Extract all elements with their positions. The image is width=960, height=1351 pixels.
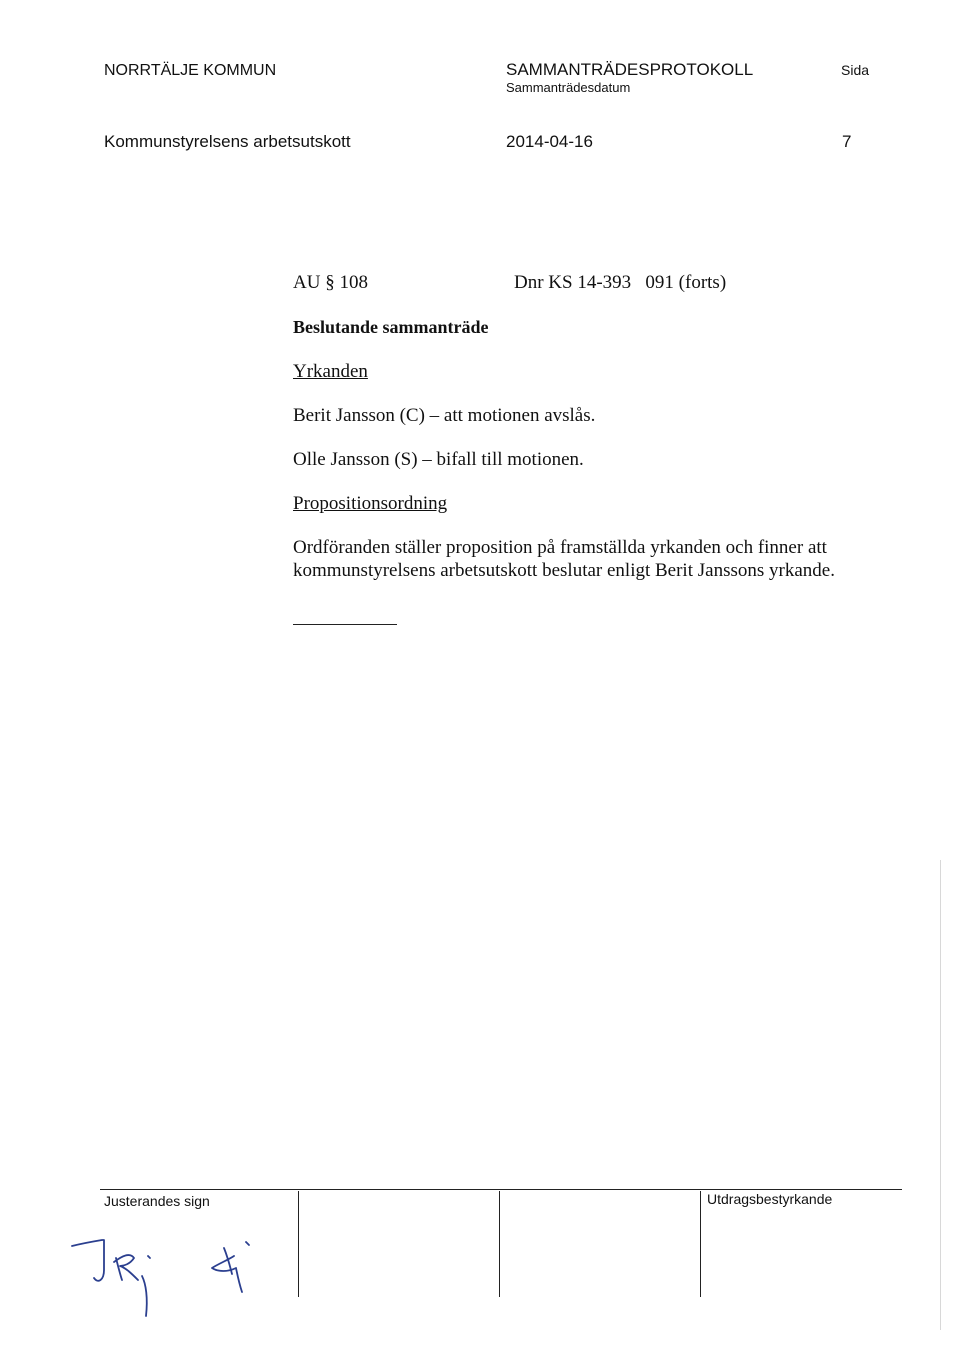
motion-item: Olle Jansson (S) – bifall till motionen.: [293, 449, 584, 470]
page-number: 7: [842, 132, 852, 151]
document-type: SAMMANTRÄDESPROTOKOLL: [506, 60, 754, 79]
justerandes-sign-label: Justerandes sign: [104, 1193, 210, 1209]
footer-divider: [700, 1191, 701, 1297]
section-end-rule: [293, 624, 397, 625]
footer-divider: [298, 1191, 299, 1297]
footer-divider: [499, 1191, 500, 1297]
meeting-date: 2014-04-16: [506, 132, 593, 151]
case-number: Dnr KS 14-393 091 (forts): [514, 272, 727, 293]
motion-item: Berit Jansson (C) – att motionen avslås.: [293, 405, 596, 426]
yrkanden-heading: Yrkanden: [293, 361, 368, 382]
page-label: Sida: [841, 62, 870, 78]
text-line: kommunstyrelsens arbetsutskott beslutar enligt Berit Janssons yrkande.: [293, 560, 835, 581]
paragraph-number: AU § 108: [293, 272, 368, 293]
section-heading: Beslutande sammanträde: [293, 317, 489, 337]
propositionsordning-text: [293, 536, 893, 582]
handwritten-signature-initials: [68, 1228, 268, 1323]
propositionsordning-heading: Propositionsordning: [293, 493, 448, 514]
text-line: Ordföranden ställer proposition på framställda yrkanden och finner att: [293, 537, 827, 558]
scan-edge-line: [940, 860, 941, 1330]
organization-name: NORRTÄLJE KOMMUN: [104, 62, 277, 79]
footer-top-rule: [100, 1189, 902, 1190]
committee-name: Kommunstyrelsens arbetsutskott: [104, 132, 351, 151]
utdragsbestyrkande-label: Utdragsbestyrkande: [707, 1191, 833, 1207]
meeting-date-label: Sammanträdesdatum: [506, 80, 631, 95]
